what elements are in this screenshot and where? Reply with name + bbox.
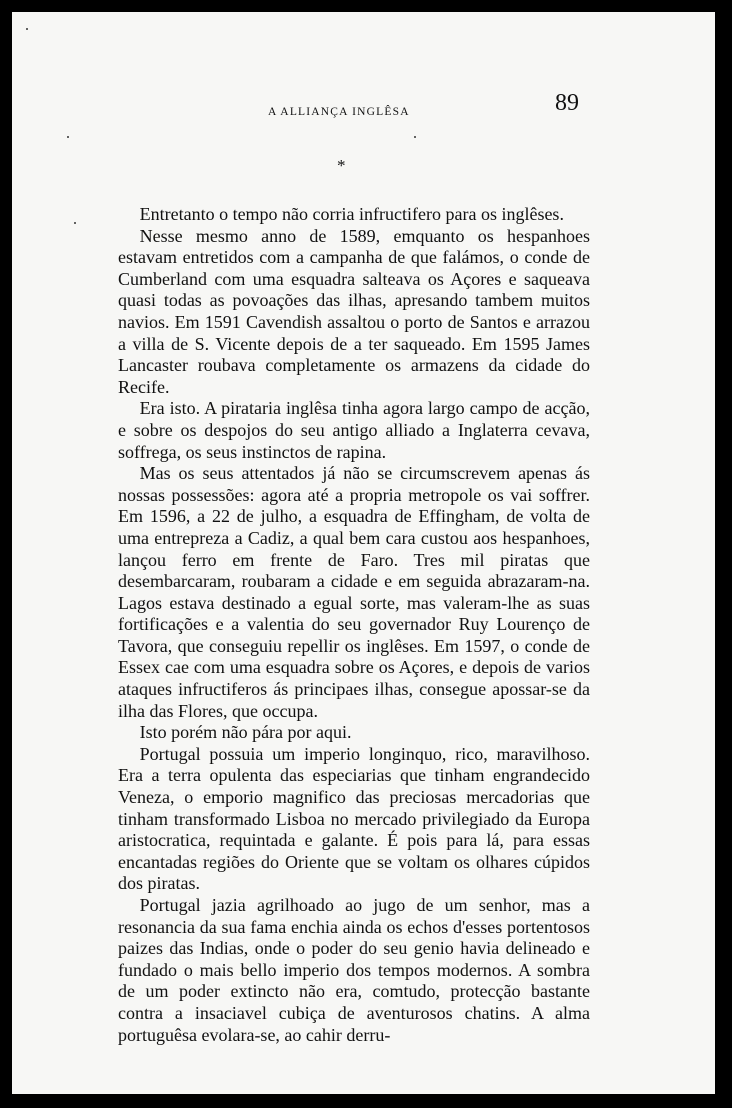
book-page bbox=[12, 12, 715, 1094]
page-number: 89 bbox=[555, 90, 579, 116]
paragraph: Era isto. A pirataria inglêsa tinha agora largo campo de acção, e sobre os despojos do seu antigo alliado a Inglaterra cevava, soffrega, os seus instinctos de rapina. bbox=[118, 398, 590, 462]
paragraph: Nesse mesmo anno de 1589, emquanto os hespanhoes estavam entretidos com a campanha de que falámos, o conde de Cumberland com uma esquadra salteava os Açores e saqueava quasi todas as povoações das ilhas, apresando tambem muitos navios. Em 1591 Cavendish assaltou o porto de Santos e arrazou a villa de S. Vicente depois de a ter saqueado. Em 1595 James Lancaster roubava completamente os armazens da cidade do Recife. bbox=[118, 225, 590, 397]
running-title: A ALLIANÇA INGLÊSA bbox=[268, 106, 410, 118]
paragraph: Mas os seus attentados já não se circumscrevem apenas ás nossas possessões: agora até a propria metropole os vai soffrer. Em 1596, a 22 de julho, a esquadra de Effingham, de volta de uma entrepreza a Cadiz, a qual bem cara custou aos hespanhoes, lançou ferro em frente de Faro. Tres mil piratas que desembarcaram, roubaram a cidade e em seguida abrazaram-na. Lagos estava destinado a egual sorte, mas valeram-lhe as suas fortificações e a valentia do seu governador Ruy Lourenço de Tavora, que conseguiu repellir os inglêses. Em 1597, o conde de Essex cae com uma esquadra sobre os Açores, e depois de varios ataques infructiferos ás principaes ilhas, consegue apossar-se da ilha das Flores, que occupa. bbox=[118, 463, 590, 721]
print-speck bbox=[26, 28, 28, 30]
paragraph: Portugal possuia um imperio longinquo, rico, maravilhoso. Era a terra opulenta das especiarias que tinham engrandecido Veneza, o emporio magnifico das preciosas mercadorias que tinham transformado Lisboa no mercado privilegiado da Europa aristocratica, requintada e galante. É pois para lá, para essas encantadas regiões do Oriente que se voltam os olhares cúpidos dos piratas. bbox=[118, 743, 590, 894]
body-text bbox=[118, 204, 590, 1046]
print-speck bbox=[414, 136, 416, 138]
section-asterisk: * bbox=[337, 156, 346, 175]
paragraph: Entretanto o tempo não corria infructifero para os inglêses. bbox=[139, 204, 564, 224]
print-speck bbox=[74, 222, 76, 224]
paragraph: Isto porém não pára por aqui. bbox=[139, 722, 352, 743]
paragraph: Portugal jazia agrilhoado ao jugo de um senhor, mas a resonancia da sua fama enchia ainda os echos d'esses portentosos paizes das Indias, onde o poder do seu genio havia delineado e fundado o mais bello imperio dos tempos modernos. A sombra de um poder extincto não era, comtudo, protecção bastante contra a insaciavel cubiça de aventurosos chatins. A alma portuguêsa evolara-se, ao cahir derru- bbox=[118, 895, 590, 1045]
print-speck bbox=[67, 136, 69, 138]
